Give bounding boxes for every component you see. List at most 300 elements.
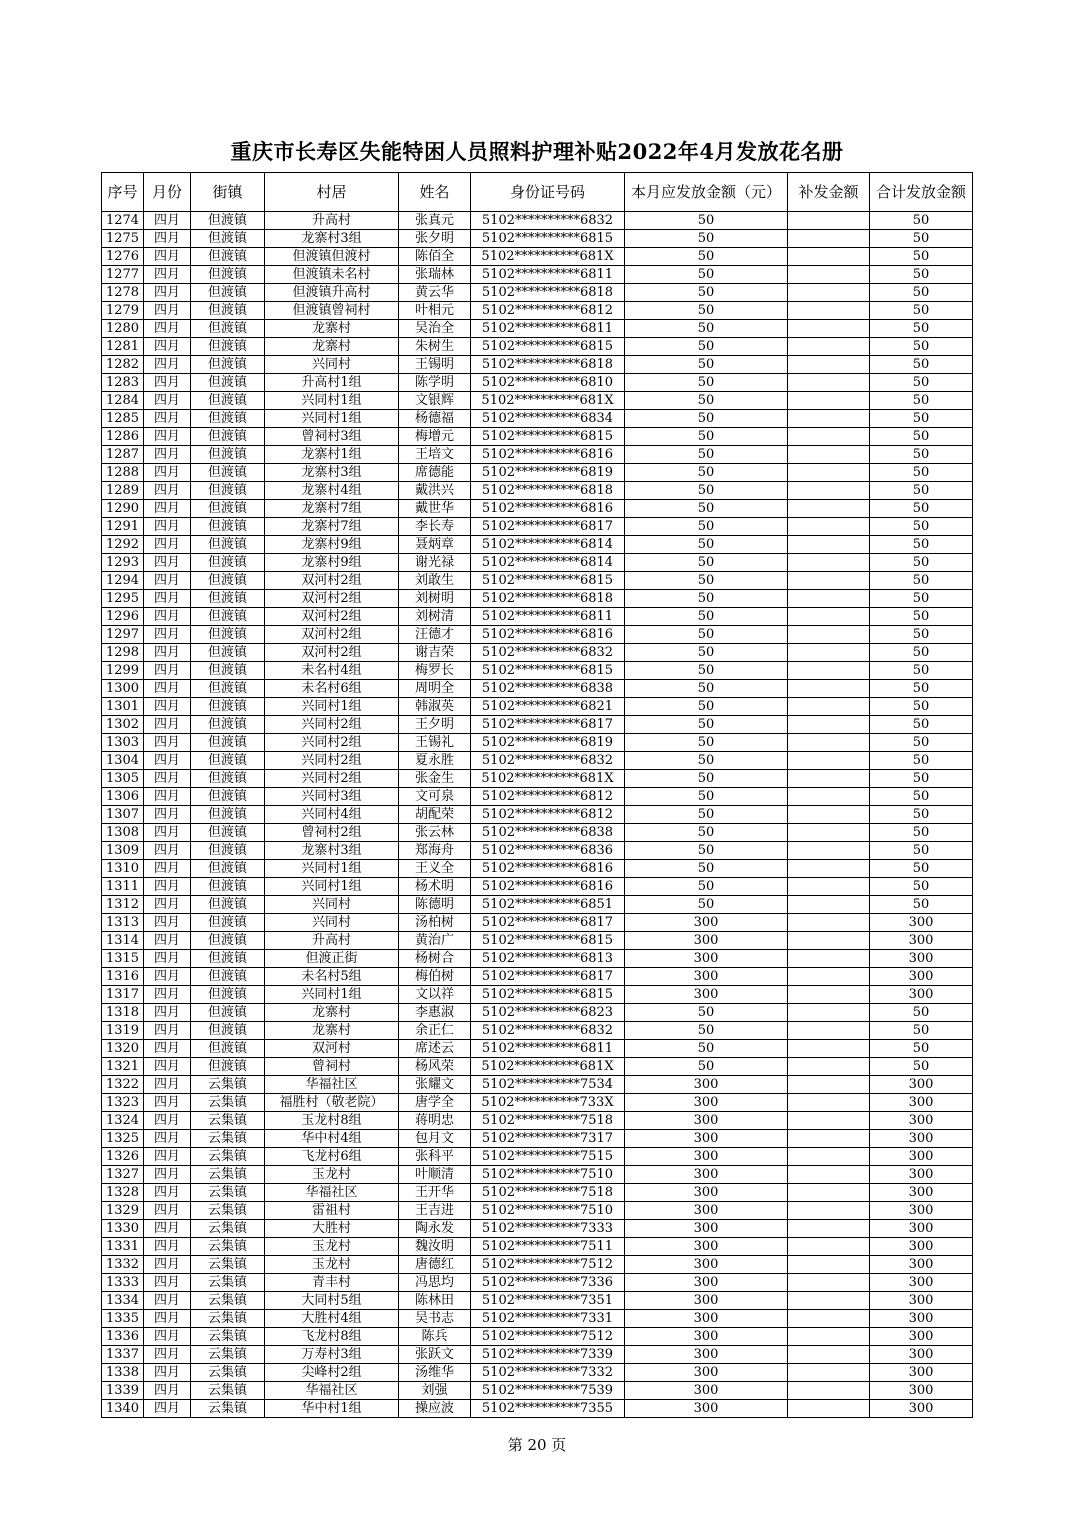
cell-id-number: 5102**********6832 [471, 644, 625, 662]
cell-monthly-amount: 50 [625, 212, 788, 230]
cell-village: 雷祖村 [265, 1202, 399, 1220]
cell-index: 1288 [102, 464, 144, 482]
cell-back-pay [788, 950, 870, 968]
cell-town: 但渡镇 [191, 374, 265, 392]
cell-month: 四月 [144, 1310, 191, 1328]
cell-monthly-amount: 50 [625, 338, 788, 356]
cell-monthly-amount: 50 [625, 1004, 788, 1022]
cell-index: 1303 [102, 734, 144, 752]
cell-village: 龙寨村7组 [265, 500, 399, 518]
cell-town: 但渡镇 [191, 842, 265, 860]
cell-index: 1294 [102, 572, 144, 590]
cell-total-amount: 50 [870, 1058, 973, 1076]
cell-village: 但渡镇但渡村 [265, 248, 399, 266]
cell-total-amount: 50 [870, 572, 973, 590]
cell-monthly-amount: 50 [625, 1040, 788, 1058]
cell-village: 但渡镇升高村 [265, 284, 399, 302]
cell-back-pay [788, 428, 870, 446]
cell-town: 但渡镇 [191, 860, 265, 878]
cell-id-number: 5102**********6815 [471, 932, 625, 950]
cell-index: 1299 [102, 662, 144, 680]
cell-name: 周明全 [399, 680, 471, 698]
cell-month: 四月 [144, 392, 191, 410]
cell-id-number: 5102**********6816 [471, 626, 625, 644]
cell-id-number: 5102**********6851 [471, 896, 625, 914]
cell-monthly-amount: 300 [625, 1292, 788, 1310]
cell-back-pay [788, 554, 870, 572]
cell-monthly-amount: 50 [625, 536, 788, 554]
cell-town: 但渡镇 [191, 950, 265, 968]
cell-month: 四月 [144, 698, 191, 716]
cell-id-number: 5102**********6818 [471, 482, 625, 500]
cell-town: 云集镇 [191, 1346, 265, 1364]
cell-name: 文以祥 [399, 986, 471, 1004]
cell-total-amount: 300 [870, 1310, 973, 1328]
cell-index: 1279 [102, 302, 144, 320]
table-row [102, 1328, 973, 1346]
table-row [102, 968, 973, 986]
cell-village: 但渡镇曾祠村 [265, 302, 399, 320]
cell-town: 但渡镇 [191, 518, 265, 536]
cell-village: 飞龙村6组 [265, 1148, 399, 1166]
cell-total-amount: 50 [870, 1004, 973, 1022]
cell-index: 1338 [102, 1364, 144, 1382]
column-header-back-pay: 补发金额 [788, 173, 870, 212]
cell-id-number: 5102**********6811 [471, 266, 625, 284]
cell-village: 尖峰村2组 [265, 1364, 399, 1382]
cell-month: 四月 [144, 302, 191, 320]
cell-id-number: 5102**********7534 [471, 1076, 625, 1094]
cell-total-amount: 50 [870, 518, 973, 536]
cell-monthly-amount: 300 [625, 1220, 788, 1238]
cell-village: 曾祠村3组 [265, 428, 399, 446]
cell-month: 四月 [144, 1346, 191, 1364]
table-row [102, 266, 973, 284]
cell-month: 四月 [144, 734, 191, 752]
cell-month: 四月 [144, 1364, 191, 1382]
cell-month: 四月 [144, 626, 191, 644]
cell-monthly-amount: 300 [625, 1184, 788, 1202]
cell-id-number: 5102**********7518 [471, 1184, 625, 1202]
cell-total-amount: 300 [870, 1256, 973, 1274]
cell-monthly-amount: 300 [625, 1256, 788, 1274]
cell-back-pay [788, 536, 870, 554]
cell-month: 四月 [144, 1184, 191, 1202]
cell-town: 云集镇 [191, 1076, 265, 1094]
cell-name: 陶永发 [399, 1220, 471, 1238]
header-row [102, 173, 973, 212]
table-row [102, 554, 973, 572]
cell-index: 1306 [102, 788, 144, 806]
cell-monthly-amount: 300 [625, 1346, 788, 1364]
cell-id-number: 5102**********6815 [471, 338, 625, 356]
cell-monthly-amount: 50 [625, 752, 788, 770]
cell-name: 聂炳章 [399, 536, 471, 554]
cell-monthly-amount: 300 [625, 1148, 788, 1166]
cell-index: 1339 [102, 1382, 144, 1400]
table-row [102, 356, 973, 374]
cell-town: 但渡镇 [191, 482, 265, 500]
cell-back-pay [788, 1364, 870, 1382]
cell-id-number: 5102**********7512 [471, 1328, 625, 1346]
cell-monthly-amount: 50 [625, 356, 788, 374]
table-row [102, 824, 973, 842]
cell-name: 张瑞林 [399, 266, 471, 284]
table-row [102, 752, 973, 770]
cell-back-pay [788, 302, 870, 320]
cell-village: 龙寨村7组 [265, 518, 399, 536]
cell-total-amount: 50 [870, 554, 973, 572]
cell-name: 李长寿 [399, 518, 471, 536]
cell-total-amount: 50 [870, 734, 973, 752]
cell-back-pay [788, 860, 870, 878]
cell-index: 1310 [102, 860, 144, 878]
cell-town: 但渡镇 [191, 248, 265, 266]
table-row [102, 1040, 973, 1058]
table-row [102, 1238, 973, 1256]
cell-index: 1340 [102, 1400, 144, 1418]
cell-total-amount: 50 [870, 806, 973, 824]
table-row [102, 212, 973, 230]
cell-id-number: 5102**********7515 [471, 1148, 625, 1166]
cell-month: 四月 [144, 536, 191, 554]
cell-total-amount: 50 [870, 356, 973, 374]
cell-month: 四月 [144, 1274, 191, 1292]
cell-name: 陈林田 [399, 1292, 471, 1310]
cell-name: 杨术明 [399, 878, 471, 896]
cell-index: 1307 [102, 806, 144, 824]
table-row [102, 428, 973, 446]
cell-total-amount: 300 [870, 1148, 973, 1166]
cell-id-number: 5102**********6812 [471, 806, 625, 824]
cell-name: 梅罗长 [399, 662, 471, 680]
cell-index: 1318 [102, 1004, 144, 1022]
cell-name: 韩淑英 [399, 698, 471, 716]
table-row [102, 860, 973, 878]
table-row [102, 1094, 973, 1112]
cell-total-amount: 300 [870, 1076, 973, 1094]
cell-total-amount: 50 [870, 860, 973, 878]
column-header-total-amount: 合计发放金额 [870, 173, 973, 212]
cell-back-pay [788, 770, 870, 788]
cell-id-number: 5102**********7518 [471, 1112, 625, 1130]
cell-town: 但渡镇 [191, 500, 265, 518]
cell-town: 但渡镇 [191, 986, 265, 1004]
cell-month: 四月 [144, 1202, 191, 1220]
cell-month: 四月 [144, 1166, 191, 1184]
cell-village: 福胜村（敬老院） [265, 1094, 399, 1112]
column-header-name: 姓名 [399, 173, 471, 212]
cell-back-pay [788, 1310, 870, 1328]
cell-month: 四月 [144, 1058, 191, 1076]
cell-index: 1302 [102, 716, 144, 734]
table-row [102, 1184, 973, 1202]
cell-index: 1329 [102, 1202, 144, 1220]
cell-monthly-amount: 50 [625, 230, 788, 248]
cell-town: 但渡镇 [191, 914, 265, 932]
cell-index: 1317 [102, 986, 144, 1004]
cell-monthly-amount: 50 [625, 896, 788, 914]
cell-village: 兴同村3组 [265, 788, 399, 806]
table-row [102, 1166, 973, 1184]
document-title: 重庆市长寿区失能特困人员照料护理补贴2022年4月发放花名册 [230, 139, 844, 164]
cell-total-amount: 50 [870, 698, 973, 716]
cell-name: 席德能 [399, 464, 471, 482]
cell-id-number: 5102**********6815 [471, 230, 625, 248]
cell-month: 四月 [144, 950, 191, 968]
cell-village: 双河村2组 [265, 626, 399, 644]
cell-index: 1291 [102, 518, 144, 536]
cell-village: 龙寨村3组 [265, 842, 399, 860]
cell-back-pay [788, 320, 870, 338]
cell-village: 双河村 [265, 1040, 399, 1058]
cell-monthly-amount: 50 [625, 626, 788, 644]
cell-index: 1315 [102, 950, 144, 968]
cell-back-pay [788, 680, 870, 698]
cell-total-amount: 300 [870, 1112, 973, 1130]
cell-total-amount: 50 [870, 788, 973, 806]
cell-total-amount: 300 [870, 1094, 973, 1112]
cell-id-number: 5102**********7339 [471, 1346, 625, 1364]
cell-id-number: 5102**********7331 [471, 1310, 625, 1328]
cell-total-amount: 50 [870, 302, 973, 320]
cell-back-pay [788, 446, 870, 464]
cell-village: 华中村4组 [265, 1130, 399, 1148]
cell-name: 谢吉荣 [399, 644, 471, 662]
cell-village: 升高村 [265, 932, 399, 950]
cell-index: 1326 [102, 1148, 144, 1166]
cell-town: 但渡镇 [191, 698, 265, 716]
table-row [102, 482, 973, 500]
cell-index: 1309 [102, 842, 144, 860]
cell-monthly-amount: 50 [625, 248, 788, 266]
cell-month: 四月 [144, 1022, 191, 1040]
cell-total-amount: 300 [870, 1166, 973, 1184]
cell-back-pay [788, 590, 870, 608]
cell-id-number: 5102**********7317 [471, 1130, 625, 1148]
cell-id-number: 5102**********6812 [471, 788, 625, 806]
cell-id-number: 5102**********6832 [471, 1022, 625, 1040]
cell-id-number: 5102**********6817 [471, 914, 625, 932]
cell-name: 张金生 [399, 770, 471, 788]
cell-monthly-amount: 50 [625, 500, 788, 518]
cell-total-amount: 50 [870, 878, 973, 896]
cell-back-pay [788, 284, 870, 302]
cell-name: 刘强 [399, 1382, 471, 1400]
cell-id-number: 5102**********6834 [471, 410, 625, 428]
cell-month: 四月 [144, 1292, 191, 1310]
cell-village: 大胜村4组 [265, 1310, 399, 1328]
cell-monthly-amount: 300 [625, 1238, 788, 1256]
cell-id-number: 5102**********6816 [471, 500, 625, 518]
cell-name: 王培文 [399, 446, 471, 464]
cell-id-number: 5102**********733X [471, 1094, 625, 1112]
cell-back-pay [788, 1040, 870, 1058]
cell-village: 兴同村 [265, 896, 399, 914]
cell-monthly-amount: 50 [625, 1022, 788, 1040]
cell-total-amount: 50 [870, 1040, 973, 1058]
cell-back-pay [788, 1184, 870, 1202]
cell-town: 但渡镇 [191, 824, 265, 842]
column-header-monthly-amount: 本月应发放金额（元） [625, 173, 788, 212]
cell-village: 双河村2组 [265, 590, 399, 608]
cell-index: 1301 [102, 698, 144, 716]
cell-monthly-amount: 300 [625, 1400, 788, 1418]
cell-index: 1327 [102, 1166, 144, 1184]
cell-back-pay [788, 230, 870, 248]
table-row [102, 392, 973, 410]
cell-id-number: 5102**********6838 [471, 680, 625, 698]
table-row [102, 950, 973, 968]
table-row [102, 302, 973, 320]
table-row [102, 320, 973, 338]
cell-month: 四月 [144, 1112, 191, 1130]
cell-back-pay [788, 482, 870, 500]
cell-back-pay [788, 1238, 870, 1256]
cell-id-number: 5102**********7511 [471, 1238, 625, 1256]
cell-back-pay [788, 1022, 870, 1040]
cell-monthly-amount: 50 [625, 1058, 788, 1076]
cell-village: 青丰村 [265, 1274, 399, 1292]
cell-town: 但渡镇 [191, 428, 265, 446]
cell-total-amount: 50 [870, 770, 973, 788]
cell-index: 1276 [102, 248, 144, 266]
column-header-month: 月份 [144, 173, 191, 212]
cell-back-pay [788, 1004, 870, 1022]
cell-month: 四月 [144, 878, 191, 896]
cell-id-number: 5102**********6814 [471, 554, 625, 572]
table-row [102, 1058, 973, 1076]
cell-month: 四月 [144, 752, 191, 770]
cell-month: 四月 [144, 266, 191, 284]
cell-total-amount: 50 [870, 536, 973, 554]
cell-monthly-amount: 50 [625, 392, 788, 410]
cell-total-amount: 300 [870, 1364, 973, 1382]
cell-name: 叶相元 [399, 302, 471, 320]
cell-monthly-amount: 50 [625, 284, 788, 302]
cell-town: 云集镇 [191, 1202, 265, 1220]
table-row [102, 680, 973, 698]
cell-id-number: 5102**********6815 [471, 662, 625, 680]
table-row [102, 698, 973, 716]
cell-name: 戴世华 [399, 500, 471, 518]
cell-index: 1280 [102, 320, 144, 338]
cell-id-number: 5102**********6819 [471, 734, 625, 752]
cell-back-pay [788, 1292, 870, 1310]
table-row [102, 986, 973, 1004]
cell-month: 四月 [144, 1040, 191, 1058]
cell-back-pay [788, 824, 870, 842]
table-row [102, 500, 973, 518]
cell-village: 兴同村1组 [265, 860, 399, 878]
cell-index: 1283 [102, 374, 144, 392]
cell-month: 四月 [144, 572, 191, 590]
table-row [102, 842, 973, 860]
cell-month: 四月 [144, 1382, 191, 1400]
cell-name: 操应波 [399, 1400, 471, 1418]
table-row [102, 896, 973, 914]
cell-back-pay [788, 212, 870, 230]
cell-total-amount: 300 [870, 932, 973, 950]
cell-village: 兴同村1组 [265, 698, 399, 716]
cell-back-pay [788, 932, 870, 950]
cell-index: 1331 [102, 1238, 144, 1256]
table-row [102, 464, 973, 482]
cell-town: 但渡镇 [191, 878, 265, 896]
cell-total-amount: 300 [870, 950, 973, 968]
cell-monthly-amount: 50 [625, 446, 788, 464]
cell-town: 但渡镇 [191, 716, 265, 734]
cell-total-amount: 50 [870, 428, 973, 446]
cell-town: 但渡镇 [191, 680, 265, 698]
cell-index: 1324 [102, 1112, 144, 1130]
cell-month: 四月 [144, 1076, 191, 1094]
cell-name: 梅增元 [399, 428, 471, 446]
cell-back-pay [788, 1076, 870, 1094]
cell-back-pay [788, 1274, 870, 1292]
cell-month: 四月 [144, 1328, 191, 1346]
cell-total-amount: 300 [870, 1328, 973, 1346]
cell-village: 兴同村1组 [265, 392, 399, 410]
cell-month: 四月 [144, 1148, 191, 1166]
cell-month: 四月 [144, 680, 191, 698]
cell-index: 1312 [102, 896, 144, 914]
table-row [102, 590, 973, 608]
cell-month: 四月 [144, 374, 191, 392]
cell-town: 云集镇 [191, 1220, 265, 1238]
cell-index: 1322 [102, 1076, 144, 1094]
cell-total-amount: 300 [870, 1274, 973, 1292]
cell-name: 刘树清 [399, 608, 471, 626]
cell-town: 但渡镇 [191, 266, 265, 284]
cell-month: 四月 [144, 932, 191, 950]
cell-name: 王锡明 [399, 356, 471, 374]
table-row [102, 716, 973, 734]
cell-total-amount: 50 [870, 266, 973, 284]
cell-total-amount: 300 [870, 1202, 973, 1220]
cell-village: 双河村2组 [265, 608, 399, 626]
cell-back-pay [788, 266, 870, 284]
cell-name: 梅伯树 [399, 968, 471, 986]
cell-index: 1296 [102, 608, 144, 626]
cell-index: 1316 [102, 968, 144, 986]
cell-town: 云集镇 [191, 1328, 265, 1346]
cell-name: 黄云华 [399, 284, 471, 302]
cell-index: 1335 [102, 1310, 144, 1328]
cell-name: 陈佰全 [399, 248, 471, 266]
table-row [102, 1382, 973, 1400]
cell-index: 1334 [102, 1292, 144, 1310]
table-row [102, 662, 973, 680]
cell-month: 四月 [144, 356, 191, 374]
cell-total-amount: 300 [870, 1184, 973, 1202]
table-row [102, 914, 973, 932]
cell-town: 但渡镇 [191, 302, 265, 320]
cell-month: 四月 [144, 1130, 191, 1148]
cell-town: 云集镇 [191, 1148, 265, 1166]
cell-name: 余正仁 [399, 1022, 471, 1040]
cell-back-pay [788, 752, 870, 770]
cell-village: 玉龙村 [265, 1256, 399, 1274]
cell-town: 但渡镇 [191, 662, 265, 680]
cell-id-number: 5102**********6811 [471, 608, 625, 626]
cell-monthly-amount: 300 [625, 914, 788, 932]
cell-month: 四月 [144, 770, 191, 788]
cell-id-number: 5102**********6818 [471, 284, 625, 302]
cell-month: 四月 [144, 554, 191, 572]
cell-name: 刘敢生 [399, 572, 471, 590]
cell-village: 龙寨村3组 [265, 464, 399, 482]
